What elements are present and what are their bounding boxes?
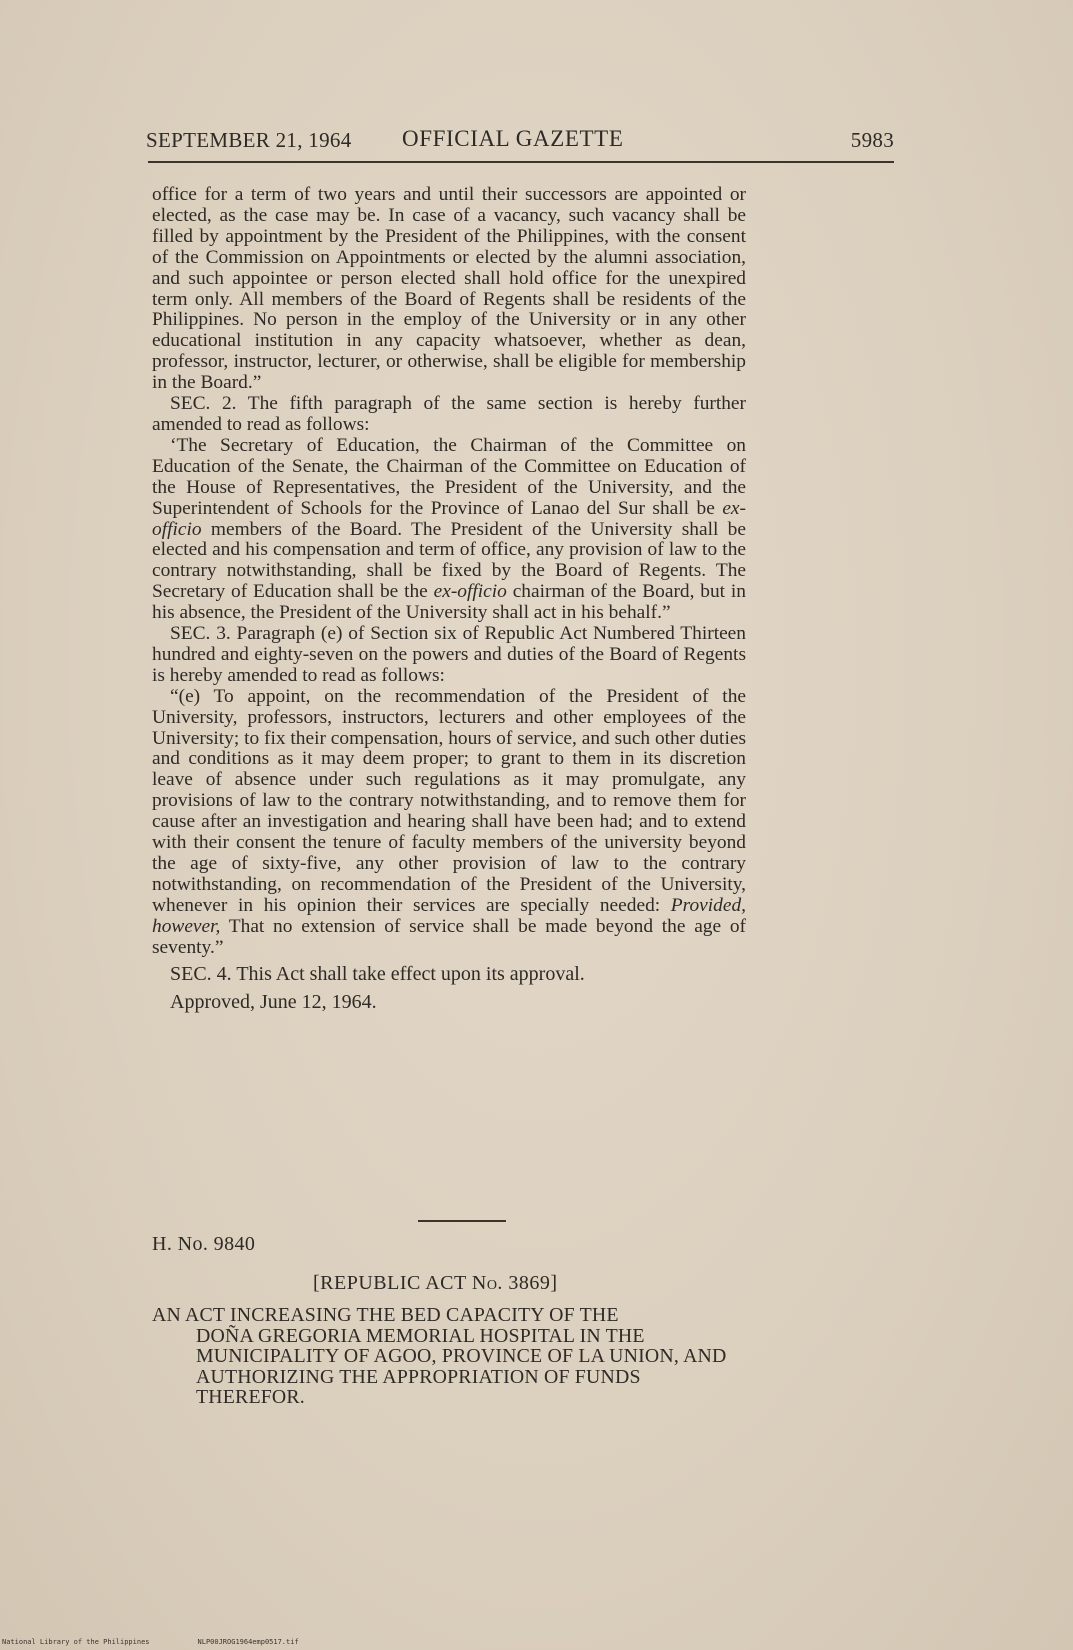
scan-footer bbox=[2, 1638, 299, 1646]
footer-filename: NLP00JROG1964emp0517.tif bbox=[197, 1638, 299, 1646]
section-3-label: SEC. 3. bbox=[170, 623, 231, 645]
section-3-text: Paragraph (e) of Section six of Republic Act Numbered Thirteen hundred and eighty-seven on the powers and duties of the Board of Regents is hereby amended to read as follows: bbox=[152, 623, 746, 686]
section-4 bbox=[152, 961, 746, 987]
quote-2-ex-officio-1: ex-officio bbox=[152, 497, 746, 540]
section-3-quote bbox=[152, 687, 746, 959]
section-4-label: SEC. 4. bbox=[170, 962, 232, 985]
quote-3-proviso: Provided, however, bbox=[152, 894, 746, 937]
quote-2-part-a: ‘The Secretary of Education, the Chairman of the Committee on Education of the Senate, the Chairman of the Committee on Education of the House of Representatives, the President of the University, and the Superintendent of Schools for the Province of Lanao del Sur shall be bbox=[152, 434, 746, 519]
quote-2-ex-officio-2: ex-officio bbox=[433, 581, 507, 603]
approval-date: Approved, June 12, 1964. bbox=[170, 990, 377, 1013]
quote-3-part-a: “(e) To appoint, on the recommendation of the President of the University, professors, instructors, lecturers and other employees of the University; to fix their compensation, hours of service, and such other duties and conditions as it may deem proper; to grant to them in its discretion leave of absence under such regulations as it may promulgate, any provisions of law to the contrary notwithstanding, and to remove them for cause after an investigation and hearing shall have been had; and to extend with their consent the tenure of faculty members of the university beyond the age of sixty-five, any other provision of law to the contrary notwithstanding, on recommendation of the President of the University, whenever in his opinion their services are specially needed: bbox=[152, 685, 746, 916]
republic-act-number: [REPUBLIC ACT No. 3869] bbox=[313, 1272, 558, 1294]
header-title: OFFICIAL GAZETTE bbox=[402, 126, 624, 151]
page-header bbox=[146, 124, 894, 158]
section-4-text: This Act shall take effect upon its approval. bbox=[231, 962, 585, 985]
house-bill-number: H. No. 9840 bbox=[152, 1233, 256, 1255]
quote-2-part-b: members of the Board. The President of the University shall be elected and his compensation and term of office, any provision of law to the contrary notwithstanding, shall be fixed by the Board of Regents. The Secretary of Education shall be the bbox=[152, 518, 746, 603]
section-3 bbox=[152, 624, 746, 687]
header-date: SEPTEMBER 21, 1964 bbox=[146, 128, 352, 152]
section-2-quote bbox=[152, 436, 746, 624]
paragraph-continuation: office for a term of two years and until their successors are appointed or elected, as the case may be. In case of a vacancy, such vacancy shall be filled by appointment by the President of the Philippines, with the consent of the Commission on Appointments or elected by the alumni association, and such appointee or person elected shall hold office for the unexpired term only. All members of the Board of Regents shall be residents of the Philippines. No person in the employ of the University or in any other educational institution in any capacity whatsoever, whether as dean, professor, instructor, lecturer, or otherwise, shall be eligible for membership in the Board.” bbox=[152, 184, 746, 394]
section-2-label: SEC. 2. bbox=[170, 393, 237, 415]
quote-3-part-b: That no extension of service shall be made beyond the age of seventy.” bbox=[152, 915, 746, 958]
section-divider bbox=[418, 1220, 506, 1222]
act-title-first-line: AN ACT INCREASING THE BED CAPACITY OF THE bbox=[152, 1304, 619, 1326]
act-title-continuation: DOÑA GREGORIA MEMORIAL HOSPITAL IN THE MUNICIPALITY OF AGOO, PROVINCE OF LA UNION, AND AUTHORIZING THE APPROPRIATION OF FUNDS THEREFOR. bbox=[196, 1324, 727, 1409]
section-2-text: The fifth paragraph of the same section is hereby further amended to read as follows: bbox=[152, 393, 746, 435]
section-2 bbox=[152, 394, 746, 436]
act-title bbox=[152, 1305, 752, 1408]
quote-2-part-c: chairman of the Board, but in his absence, the President of the University shall act in his behalf.” bbox=[152, 581, 746, 624]
page-body bbox=[152, 185, 746, 1015]
header-rule bbox=[148, 161, 894, 163]
page-number: 5983 bbox=[850, 128, 894, 152]
footer-library: National Library of the Philippines bbox=[2, 1638, 150, 1646]
